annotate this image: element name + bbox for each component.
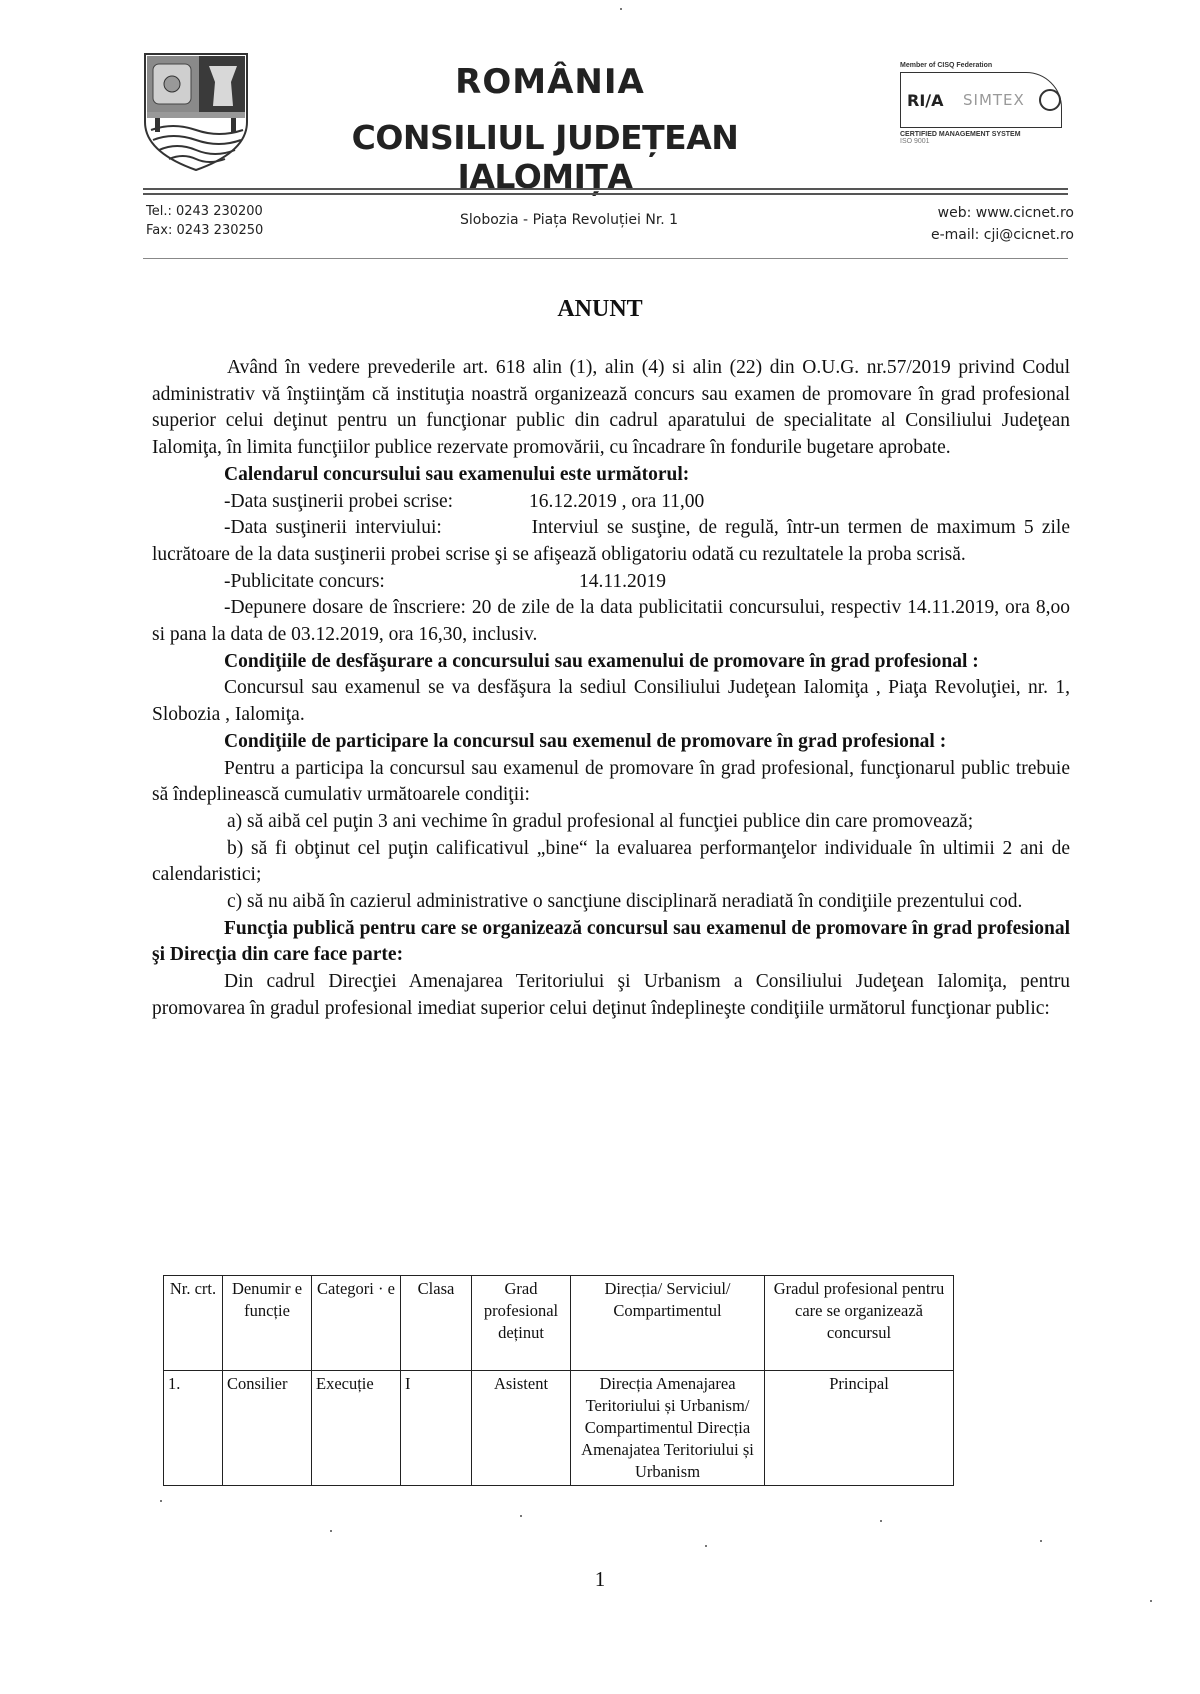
certification-box [900, 72, 1062, 128]
written-exam-label: -Data susţinerii probei scrise: [224, 490, 454, 512]
iso-label: ISO 9001 [900, 138, 930, 145]
certified-management-label: CERTIFIED MANAGEMENT SYSTEM [900, 131, 1021, 138]
intro-paragraph: Având în vedere prevederile art. 618 alin (1), alin (4) si alin (22) din O.U.G. nr.57/2019 privind Codul administrativ vă înştiinţăm că instituţia noastră organizează concurs sau examen de promovare în grad profesional superior celui deţinut pentru un funcţionar public din cadrul aparatului de specialitate al Consiliului Judeţean Ialomiţa, în limita funcţiilor publice rezervate promovării, cu încadrare în fondurile bugetare aprobate. [152, 357, 1070, 459]
table-header: Denumir e funcție [223, 1276, 312, 1371]
table-cell: 1. [164, 1371, 223, 1486]
participation-heading: Condiţiile de participare la concursul sau exemenul de promovare în grad profesional : [224, 730, 947, 752]
header-divider [143, 188, 1068, 190]
address: Slobozia - Piața Revoluției Nr. 1 [460, 212, 679, 228]
written-exam-date [152, 489, 1070, 516]
fax-number: Fax: 0243 230250 [146, 223, 264, 238]
cisq-seal-icon [1039, 89, 1061, 111]
scan-speck [330, 1530, 332, 1532]
ialomita-county-coat-of-arms-icon [143, 52, 249, 172]
participation-text: Pentru a participa la concursul sau examenul de promovare în grad profesional, funcţionarul public trebuie să îndeplinească cumulativ următoarele condiţii: [152, 757, 1070, 806]
venue-heading: Condiţiile de desfăşurare a concursului sau examenului de promovare în grad profesional : [224, 650, 979, 672]
scan-speck [1150, 1600, 1152, 1602]
table-header-row [164, 1276, 954, 1371]
contact-divider [143, 258, 1068, 259]
web-link[interactable]: web: www.cicnet.ro [937, 205, 1074, 221]
calendar-heading: Calendarul concursului sau examenului este următorul: [224, 463, 690, 485]
table-cell: Principal [765, 1371, 954, 1486]
positions-table [163, 1275, 954, 1486]
interview-value: Interviul se susţine, de regulă, într-un termen de maximum 5 zile lucrătoare de la data susţinerii probei scrise şi se afişează obligatoriu odată cu rezultatele la proba scrisă. [152, 517, 1070, 565]
certification-logo [900, 62, 1070, 145]
interview-label: -Data susţinerii interviului: [224, 517, 442, 539]
email-link[interactable]: e-mail: cji@cicnet.ro [930, 227, 1074, 243]
interview-date [152, 515, 1070, 568]
table-row [164, 1371, 954, 1486]
header-institution: CONSILIUL JUDEȚEAN IALOMIȚA [351, 118, 739, 196]
scan-speck [160, 1500, 162, 1502]
table-cell: Asistent [472, 1371, 571, 1486]
table-cell: Direcția Amenajarea Teritoriului și Urbanism/ Compartimentul Direcția Amenajatea Teritoriului și Urbanism [571, 1371, 765, 1486]
phone-number: Tel.: 0243 230200 [146, 204, 263, 219]
scan-speck [620, 8, 622, 10]
position-text: Din cadrul Direcţiei Amenajarea Teritoriului şi Urbanism a Consiliului Judeţean Ialomiţa, pentru promovarea în gradul profesional imediat superior celui deţinut îndeplineşte condiţiile următorul funcţionar public: [152, 971, 1070, 1019]
venue-text: Concursul sau examenul se va desfăşura la sediul Consiliului Judeţean Ialomiţa , Piaţa Revoluţiei, nr. 1, Slobozia , Ialomiţa. [152, 677, 1070, 726]
table-header: Gradul profesional pentru care se organizează concursul [765, 1276, 954, 1371]
cisq-member-label: Member of CISQ Federation [900, 62, 993, 69]
scan-speck [880, 1520, 882, 1522]
table-header: Categori · e [312, 1276, 401, 1371]
header-country: ROMÂNIA [455, 62, 645, 102]
position-heading: Funcţia publică pentru care se organizează concursul sau examenul de promovare în grad profesional şi Direcţia din care face parte: [152, 917, 1070, 966]
publicity-label: -Publicitate concurs: [224, 570, 385, 592]
table-header: Grad profesional deținut [472, 1276, 571, 1371]
publicity-date [152, 569, 1070, 596]
condition-item-c: c) să nu aibă în cazierul administrative o sancţiune disciplinară neradiată în condiţiile prezentului cod. [227, 891, 1023, 913]
scan-speck [520, 1515, 522, 1517]
page-title: ANUNT [557, 296, 643, 322]
contact-web-block [931, 202, 1074, 246]
table-cell: I [401, 1371, 472, 1486]
submission-period: -Depunere dosare de înscriere: 20 de zile de la data publicitatii concursului, respectiv 14.11.2019, ora 8,oo si pana la data de 03.12.2019, ora 16,30, inclusiv. [152, 597, 1070, 646]
page-number: 1 [594, 1567, 606, 1591]
header-divider-2 [143, 193, 1068, 195]
table-header: Clasa [401, 1276, 472, 1371]
table-header: Nr. crt. [164, 1276, 223, 1371]
table-cell: Consilier [223, 1371, 312, 1486]
scan-speck [1040, 1540, 1042, 1542]
simtex-logo: SIMTEX [963, 91, 1025, 109]
table-cell: Execuție [312, 1371, 401, 1486]
condition-item-a: a) să aibă cel puţin 3 ani vechime în gradul profesional al funcţiei publice din care promovează; [227, 810, 974, 832]
contact-phone-block [146, 202, 263, 240]
condition-item-b: b) să fi obţinut cel puţin calificativul „bine“ la evaluarea performanţelor individuale în ultimii 2 ani de calendaristici; [152, 837, 1070, 886]
written-exam-value: 16.12.2019 , ora 11,00 [529, 490, 705, 512]
publicity-value: 14.11.2019 [579, 570, 667, 592]
document-body [152, 355, 1070, 1023]
scan-speck [705, 1545, 707, 1547]
rina-logo: RI∕A [907, 91, 944, 110]
table-header: Direcția/ Serviciul/ Compartimentul [571, 1276, 765, 1371]
